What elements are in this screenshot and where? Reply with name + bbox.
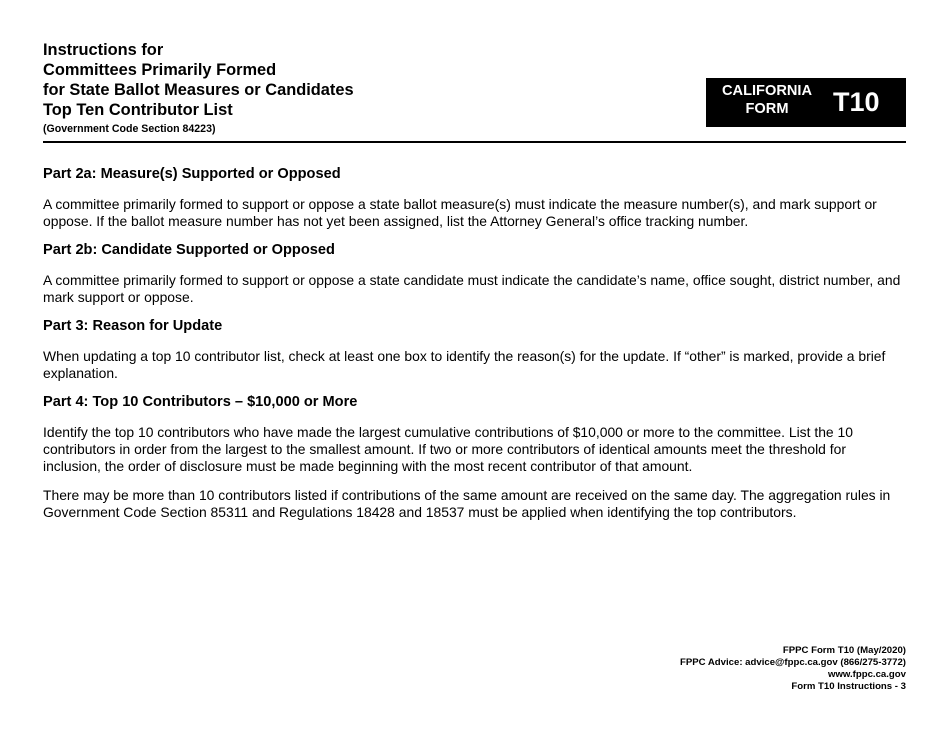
section-paragraph: A committee primarily formed to support or oppose a state candidate must indicate the candidate’s name, office sought, district number, and mark support or oppose. <box>43 272 901 305</box>
footer-page-label: Form T10 Instructions - 3 <box>791 681 906 692</box>
section-heading: Part 4: Top 10 Contributors – $10,000 or More <box>43 394 358 410</box>
section-part-3 <box>43 316 906 382</box>
section-paragraph: Identify the top 10 contributors who have made the largest cumulative contributions of $10,000 or more to the committee. List the 10 contributors in order from the largest to the smallest amount. If two or more contributors of identical amounts meet the threshold for inclusion, the order of disclosure must be made beginning with the most recent contributor of that amount. <box>43 424 853 474</box>
instructions-body <box>43 164 906 521</box>
section-part-4 <box>43 392 906 521</box>
page-footer <box>680 645 906 693</box>
header-divider <box>43 141 906 143</box>
section-heading: Part 3: Reason for Update <box>43 318 223 334</box>
code-reference: (Government Code Section 84223) <box>43 123 216 135</box>
section-paragraph: When updating a top 10 contributor list, check at least one box to identify the reason(s) for the update. If “other” is marked, provide a brief explanation. <box>43 348 886 381</box>
footer-advice-contact: FPPC Advice: advice@fppc.ca.gov (866/275-3772) <box>679 657 906 668</box>
form-code: T10 <box>833 87 880 117</box>
section-paragraph: There may be more than 10 contributors listed if contributions of the same amount are received on the same day. The aggregation rules in Government Code Section 85311 and Regulations 18428 and 18537 must be applied when identifying the top contributors. <box>43 487 891 520</box>
title-line-2: Committees Primarily Formed <box>43 61 277 79</box>
section-part-2b <box>43 240 906 306</box>
title-line-3: for State Ballot Measures or Candidates <box>43 81 354 99</box>
form-box-label-line-1: CALIFORNIA <box>722 83 812 99</box>
title-line-4: Top Ten Contributor List <box>43 101 233 119</box>
title-line-1: Instructions for <box>43 41 164 59</box>
section-part-2a <box>43 164 906 230</box>
section-heading: Part 2b: Candidate Supported or Opposed <box>43 242 335 258</box>
section-paragraph: A committee primarily formed to support or oppose a state ballot measure(s) must indicate the measure number(s), and mark support or oppose. If the ballot measure number has not yet been assigned, list the Attorney General’s office tracking number. <box>43 196 877 229</box>
form-id-box <box>706 78 906 127</box>
section-heading: Part 2a: Measure(s) Supported or Opposed <box>43 166 341 182</box>
footer-website: www.fppc.ca.gov <box>827 669 906 680</box>
form-box-label-line-2: FORM <box>745 101 789 117</box>
form-box-label <box>712 82 822 118</box>
footer-form-version: FPPC Form T10 (May/2020) <box>782 645 906 656</box>
document-header <box>43 40 643 136</box>
